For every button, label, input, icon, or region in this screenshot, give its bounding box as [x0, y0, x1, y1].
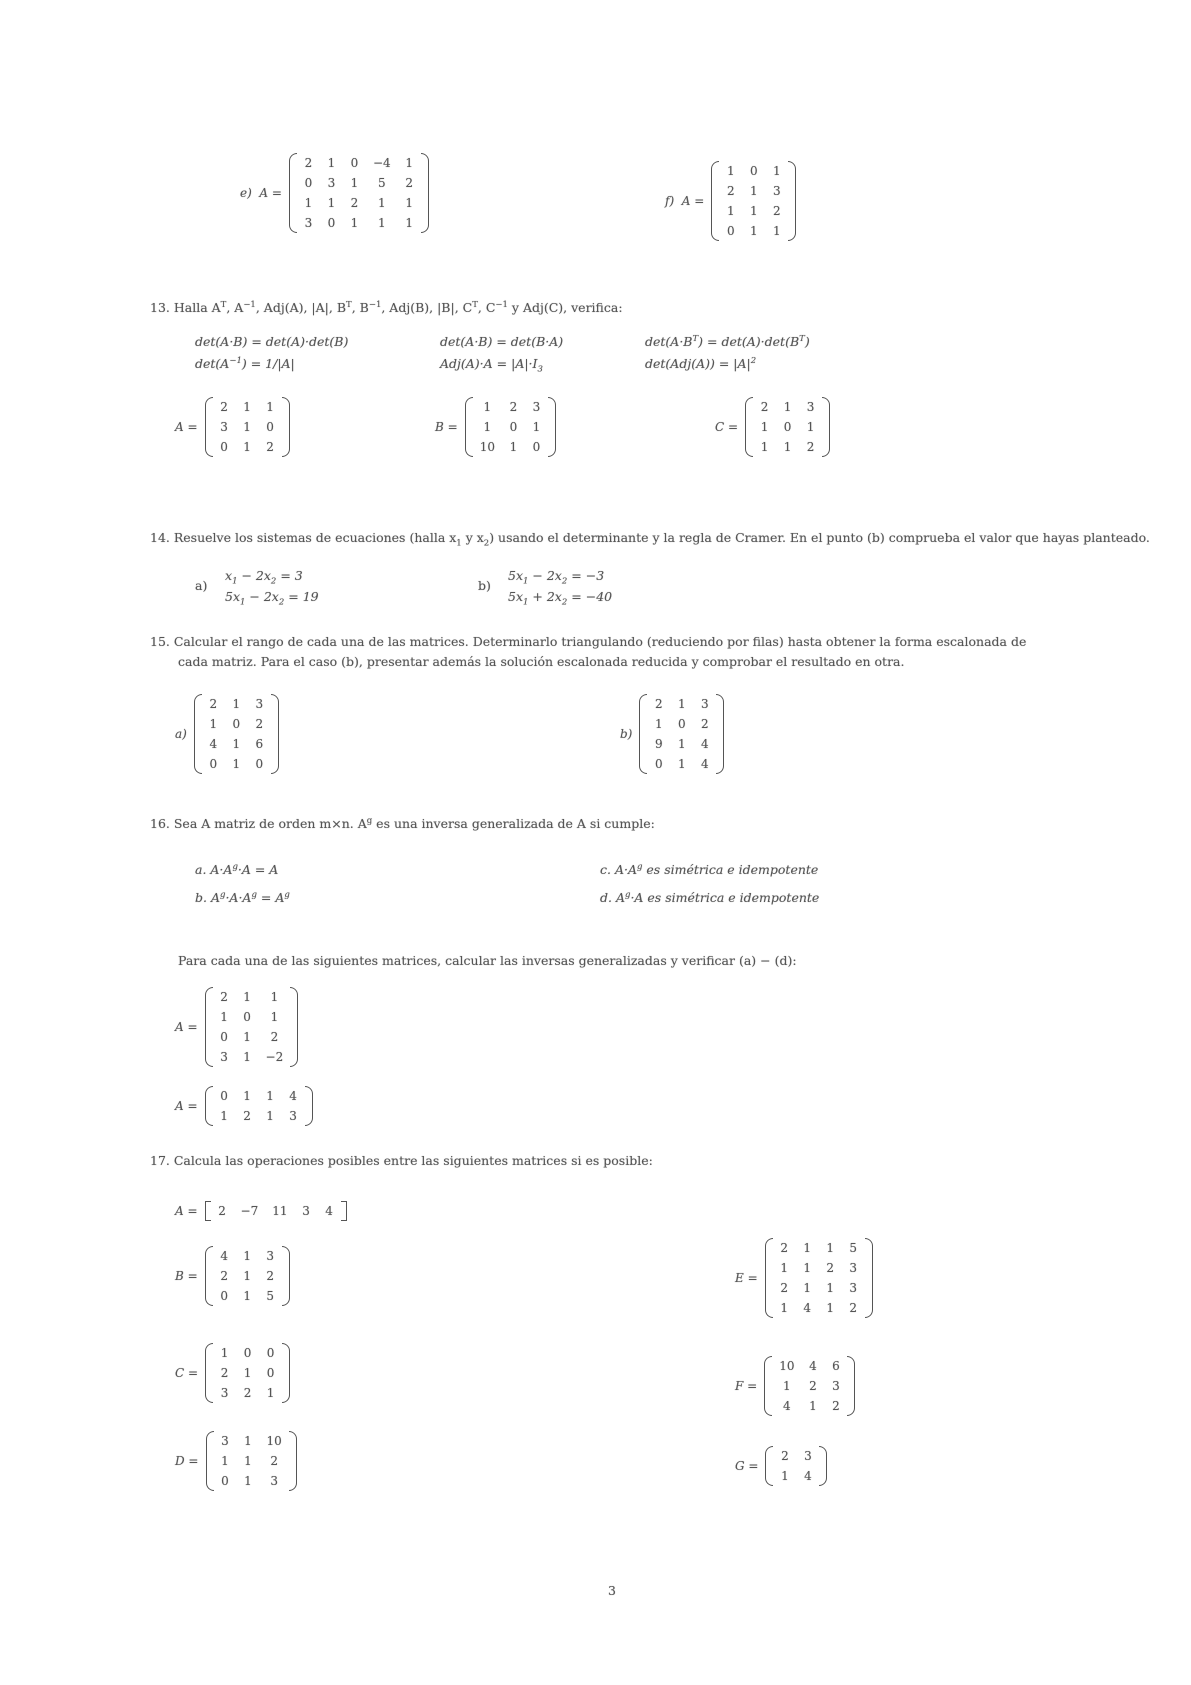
system-a-eq1: $x_1 - 2x_2 = 3$	[225, 568, 303, 587]
matrix-cell: 1	[806, 420, 815, 434]
matrix-cell: 1	[270, 990, 279, 1004]
matrix-cell: 1	[243, 1050, 251, 1064]
matrix-bracket-right-icon	[289, 1431, 297, 1491]
matrix-cell: 2	[266, 1269, 274, 1283]
matrix-cell: 2	[218, 1204, 226, 1218]
matrix-cell: 1	[783, 1379, 791, 1393]
matrix-cell: 3	[221, 1434, 229, 1448]
matrix-cell: 10	[779, 1359, 795, 1373]
matrix-cell: 0	[783, 420, 792, 434]
matrix-13-C-label: C =	[715, 420, 739, 434]
matrix-cell: 1	[405, 216, 413, 230]
matrix-cell: 1	[826, 1241, 834, 1255]
matrix-17-G-label: G =	[735, 1459, 759, 1473]
matrix-cell: 6	[255, 737, 264, 751]
matrix-cell: 0	[221, 1474, 229, 1488]
matrix-cell: 1	[772, 164, 781, 178]
matrix-cell: 2	[760, 400, 769, 414]
matrix-cell: 1	[232, 737, 241, 751]
matrix-cell: 3	[220, 1050, 228, 1064]
matrix-cell: 10	[266, 1434, 282, 1448]
matrix-cell: 2	[780, 1281, 788, 1295]
matrix-cell: 4	[783, 1399, 791, 1413]
matrix-17-A-vector	[175, 1200, 347, 1222]
matrix-12e-label: e) A =	[240, 186, 282, 200]
matrix-15-b	[620, 693, 724, 775]
matrix-cell: 2	[726, 184, 735, 198]
system-b-eq2: $5x_1 + 2x_2 = -40$	[508, 589, 613, 608]
matrix-cell: 2	[255, 717, 264, 731]
matrix-bracket-right-icon	[716, 694, 724, 774]
matrix-cell: 1	[270, 1010, 279, 1024]
system-b-label: b)	[478, 578, 491, 593]
matrix-cell: 1	[678, 757, 686, 771]
matrix-cell: 1	[655, 717, 663, 731]
ginverse-condition-a: a. $A\cdot A^g\cdot A = A$	[195, 862, 279, 878]
matrix-bracket-left-icon	[205, 1343, 213, 1403]
matrix-13-C-entries	[753, 396, 822, 458]
matrix-cell: 2	[806, 440, 815, 454]
matrix-cell: 1	[783, 440, 792, 454]
item-13-heading: 13. Halla $A^T$, $A^{-1}$, Adj(A), |A|, $B^T$, $B^{-1}$, Adj(B), |B|, $C^T$, $C^{-1}$ y Adj(C), verifica:	[150, 300, 623, 316]
matrix-15-b-label: b)	[620, 727, 633, 741]
matrix-cell: 1	[266, 1089, 274, 1103]
matrix-cell: 1	[243, 1289, 251, 1303]
matrix-16-A1-entries	[213, 986, 291, 1068]
matrix-cell: 1	[232, 697, 241, 711]
matrix-bracket-right-icon	[421, 153, 429, 233]
matrix-bracket-right-icon	[282, 1343, 290, 1403]
matrix-15-a	[175, 693, 279, 775]
matrix-cell: 0	[304, 176, 313, 190]
matrix-bracket-left-icon	[765, 1238, 773, 1318]
matrix-cell: 4	[809, 1359, 817, 1373]
matrix-cell: 6	[832, 1359, 840, 1373]
matrix-cell: 1	[266, 1386, 275, 1400]
matrix-cell: 1	[509, 440, 518, 454]
matrix-cell: 0	[255, 757, 264, 771]
matrix-cell: 0	[749, 164, 758, 178]
matrix-cell: 3	[532, 400, 541, 414]
matrix-cell: 1	[327, 196, 336, 210]
matrix-cell: 1	[760, 420, 769, 434]
matrix-17-B-entries	[213, 1245, 282, 1307]
matrix-cell: 0	[220, 1030, 228, 1044]
matrix-cell: 1	[243, 1030, 251, 1044]
matrix-bracket-left-icon	[289, 153, 297, 233]
matrix-cell: 3	[266, 1249, 274, 1263]
matrix-cell: 4	[701, 737, 709, 751]
matrix-cell: 1	[483, 420, 492, 434]
identity-det-inverse: $\det(A^{-1}) = 1/|A|$	[195, 356, 295, 372]
matrix-bracket-right-icon	[819, 1446, 827, 1486]
matrix-16-A2-label: A =	[175, 1099, 198, 1113]
matrix-cell: 1	[266, 400, 274, 414]
matrix-cell: 2	[243, 1109, 251, 1123]
matrix-cell: 4	[803, 1301, 811, 1315]
matrix-bracket-right-icon	[305, 1086, 313, 1126]
matrix-cell: 1	[377, 216, 386, 230]
matrix-17-F	[735, 1355, 855, 1417]
matrix-15-a-label: a)	[175, 727, 187, 741]
matrix-cell: 2	[266, 440, 274, 454]
matrix-cell: 1	[483, 400, 492, 414]
system-a-eq2: $5x_1 - 2x_2 = 19$	[225, 589, 319, 608]
matrix-15-b-entries	[647, 693, 716, 775]
matrix-cell: 2	[780, 1241, 788, 1255]
matrix-cell: 2	[826, 1261, 834, 1275]
matrix-cell: 1	[243, 420, 251, 434]
matrix-cell: 0	[266, 420, 274, 434]
matrix-cell: 5	[849, 1241, 857, 1255]
matrix-cell: 1	[220, 1109, 228, 1123]
matrix-12e	[240, 152, 429, 234]
matrix-cell: 1	[244, 1474, 252, 1488]
matrix-cell: 0	[220, 440, 228, 454]
matrix-cell: 1	[220, 1346, 229, 1360]
matrix-16-A2-entries	[213, 1085, 305, 1127]
matrix-cell: −7	[240, 1204, 259, 1218]
identity-det-adjoint: $\det(Adj(A)) = |A|^2$	[645, 356, 757, 372]
matrix-12e-entries	[297, 152, 421, 234]
matrix-cell: 1	[826, 1301, 834, 1315]
matrix-cell: 5	[266, 1289, 274, 1303]
matrix-17-B	[175, 1245, 290, 1307]
item-15-line2: cada matriz. Para el caso (b), presentar además la solución escalonada reducida y comprobar el resultado en otra.	[178, 654, 905, 669]
matrix-cell: 3	[849, 1281, 857, 1295]
matrix-bracket-left-icon	[711, 161, 719, 241]
item-16-heading: 16. Sea A matriz de orden m×n. $A^g$ es una inversa generalizada de A si cumple:	[150, 816, 655, 832]
matrix-bracket-left-icon	[205, 1086, 213, 1126]
matrix-17-C	[175, 1342, 290, 1404]
matrix-cell: 3	[220, 1386, 229, 1400]
identity-det-product: det(A·B) = det(A)·det(B)	[195, 334, 349, 349]
matrix-cell: 1	[803, 1281, 811, 1295]
item-14-heading: 14. Resuelve los sistemas de ecuaciones (halla $x_1$ y $x_2$) usando el determinante y la regla de Cramer. En el punto (b) comprueba el valor que hayas planteado.	[150, 530, 1150, 549]
matrix-13-A-label: A =	[175, 420, 198, 434]
matrix-cell: 1	[232, 757, 241, 771]
matrix-cell: 1	[760, 440, 769, 454]
matrix-cell: 3	[804, 1449, 812, 1463]
matrix-17-C-entries	[213, 1342, 282, 1404]
matrix-cell: 1	[781, 1469, 789, 1483]
matrix-cell: 1	[826, 1281, 834, 1295]
ginverse-condition-c: c. $A\cdot A^g$ es simétrica e idempotente	[600, 862, 819, 878]
matrix-cell: 4	[804, 1469, 812, 1483]
matrix-cell: 2	[220, 1269, 228, 1283]
matrix-cell: 1	[377, 196, 386, 210]
matrix-cell: 1	[244, 1434, 252, 1448]
matrix-bracket-left-icon	[465, 397, 473, 457]
matrix-cell: 1	[678, 737, 686, 751]
matrix-cell: 1	[350, 176, 359, 190]
matrix-cell: 1	[327, 156, 336, 170]
matrix-cell: 1	[243, 1089, 251, 1103]
matrix-cell: 1	[749, 204, 758, 218]
matrix-17-E	[735, 1237, 873, 1319]
matrix-15-a-entries	[202, 693, 271, 775]
matrix-17-G	[735, 1445, 827, 1487]
matrix-cell: 0	[232, 717, 241, 731]
matrix-cell: 4	[209, 737, 218, 751]
matrix-cell: 1	[243, 440, 251, 454]
matrix-cell: 1	[220, 1010, 228, 1024]
matrix-cell: 2	[809, 1379, 817, 1393]
matrix-cell: 1	[780, 1301, 788, 1315]
matrix-bracket-right-icon	[822, 397, 830, 457]
matrix-cell: 3	[849, 1261, 857, 1275]
matrix-cell: 9	[655, 737, 663, 751]
matrix-cell: 1	[244, 1454, 252, 1468]
matrix-cell: 0	[209, 757, 218, 771]
matrix-cell: 1	[266, 1109, 274, 1123]
matrix-cell: 3	[220, 420, 228, 434]
matrix-cell: 4	[701, 757, 709, 771]
matrix-cell: −2	[265, 1050, 284, 1064]
matrix-cell: 0	[266, 1366, 275, 1380]
matrix-cell: 0	[243, 1346, 252, 1360]
matrix-cell: 0	[532, 440, 541, 454]
matrix-cell: 1	[405, 156, 413, 170]
matrix-bracket-right-icon	[271, 694, 279, 774]
matrix-cell: 1	[678, 697, 686, 711]
matrix-bracket-left-icon	[745, 397, 753, 457]
matrix-12f-label: f) A =	[665, 194, 705, 208]
matrix-cell: 3	[255, 697, 264, 711]
matrix-cell: 2	[849, 1301, 857, 1315]
matrix-bracket-right-icon	[865, 1238, 873, 1318]
matrix-cell: 2	[832, 1399, 840, 1413]
matrix-13-B	[435, 396, 556, 458]
matrix-cell: 1	[780, 1261, 788, 1275]
matrix-cell: 1	[243, 1249, 251, 1263]
matrix-cell: 1	[350, 216, 359, 230]
matrix-16-A1	[175, 986, 298, 1068]
matrix-cell: 0	[655, 757, 663, 771]
matrix-cell: 3	[832, 1379, 840, 1393]
matrix-cell: 3	[806, 400, 815, 414]
matrix-17-E-entries	[773, 1237, 865, 1319]
matrix-cell: 3	[270, 1474, 278, 1488]
matrix-bracket-left-icon	[764, 1356, 772, 1416]
matrix-cell: 0	[220, 1089, 228, 1103]
matrix-cell: 2	[350, 196, 359, 210]
matrix-bracket-right-icon	[282, 397, 290, 457]
matrix-cell: 3	[701, 697, 709, 711]
matrix-bracket-right-icon	[847, 1356, 855, 1416]
matrix-cell: 2	[220, 1366, 229, 1380]
matrix-cell: 2	[243, 1386, 252, 1400]
matrix-cell: 2	[220, 990, 228, 1004]
system-a-label: a)	[195, 578, 208, 593]
matrix-17-A-vector-entries	[211, 1200, 341, 1222]
matrix-cell: 2	[220, 400, 228, 414]
matrix-cell: 1	[803, 1241, 811, 1255]
matrix-bracket-right-icon	[341, 1201, 347, 1221]
matrix-cell: 1	[243, 400, 251, 414]
matrix-12f-entries	[719, 160, 788, 242]
matrix-cell: 3	[772, 184, 781, 198]
matrix-cell: 1	[772, 224, 781, 238]
matrix-bracket-left-icon	[205, 1246, 213, 1306]
matrix-bracket-left-icon	[194, 694, 202, 774]
identity-adjoint: $Adj(A)\cdot A = |A|\cdot I_3$	[440, 356, 543, 375]
item-17-heading: 17. Calcula las operaciones posibles entre las siguientes matrices si es posible:	[150, 1153, 653, 1168]
matrix-cell: 2	[701, 717, 709, 731]
matrix-bracket-left-icon	[206, 1431, 214, 1491]
matrix-cell: 0	[266, 1346, 275, 1360]
matrix-cell: 0	[509, 420, 518, 434]
matrix-17-C-label: C =	[175, 1366, 199, 1380]
ginverse-condition-b: b. $A^g\cdot A\cdot A^g = A^g$	[195, 890, 290, 906]
matrix-cell: 3	[289, 1109, 297, 1123]
matrix-16-A2	[175, 1085, 313, 1127]
matrix-cell: 0	[350, 156, 359, 170]
matrix-17-A-vector-label: A =	[175, 1204, 198, 1218]
matrix-bracket-right-icon	[282, 1246, 290, 1306]
matrix-cell: 1	[304, 196, 313, 210]
matrix-cell: 1	[209, 717, 218, 731]
matrix-bracket-right-icon	[788, 161, 796, 241]
matrix-cell: 11	[272, 1204, 288, 1218]
item-16-paragraph: Para cada una de las siguientes matrices, calcular las inversas generalizadas y verificar (a) − (d):	[178, 953, 797, 968]
matrix-cell: 2	[270, 1454, 278, 1468]
matrix-bracket-left-icon	[639, 694, 647, 774]
matrix-cell: 3	[302, 1204, 310, 1218]
matrix-cell: 0	[243, 1010, 251, 1024]
matrix-cell: 2	[209, 697, 218, 711]
matrix-bracket-left-icon	[205, 397, 213, 457]
matrix-13-C	[715, 396, 830, 458]
matrix-cell: 2	[405, 176, 413, 190]
system-b-eq1: $5x_1 - 2x_2 = -3$	[508, 568, 605, 587]
matrix-cell: 3	[327, 176, 336, 190]
matrix-cell: 2	[655, 697, 663, 711]
matrix-17-B-label: B =	[175, 1269, 198, 1283]
matrix-cell: 2	[781, 1449, 789, 1463]
matrix-17-D-entries	[214, 1430, 289, 1492]
matrix-cell: 4	[220, 1249, 228, 1263]
matrix-17-F-label: F =	[735, 1379, 758, 1393]
matrix-bracket-right-icon	[548, 397, 556, 457]
matrix-cell: 1	[749, 184, 758, 198]
matrix-cell: 0	[726, 224, 735, 238]
matrix-cell: 1	[749, 224, 758, 238]
matrix-cell: 2	[304, 156, 313, 170]
page-number: 3	[608, 1583, 616, 1598]
matrix-cell: 0	[220, 1289, 228, 1303]
identity-det-transpose: $\det(A\cdot B^T) = \det(A)\cdot\det(B^T)$	[645, 334, 810, 350]
matrix-cell: 1	[243, 1366, 252, 1380]
matrix-17-D	[175, 1430, 297, 1492]
matrix-cell: 1	[221, 1454, 229, 1468]
matrix-cell: 5	[377, 176, 386, 190]
ginverse-condition-d: d. $A^g\cdot A$ es simétrica e idempotente	[600, 890, 820, 906]
matrix-cell: 3	[304, 216, 313, 230]
matrix-cell: 4	[325, 1204, 333, 1218]
matrix-bracket-left-icon	[765, 1446, 773, 1486]
matrix-cell: 1	[243, 990, 251, 1004]
matrix-cell: 1	[243, 1269, 251, 1283]
matrix-13-B-entries	[473, 396, 548, 458]
matrix-16-A1-label: A =	[175, 1020, 198, 1034]
matrix-cell: 4	[289, 1089, 297, 1103]
matrix-12f	[665, 160, 796, 242]
matrix-bracket-left-icon	[205, 987, 213, 1067]
matrix-cell: 1	[809, 1399, 817, 1413]
matrix-cell: 0	[327, 216, 336, 230]
matrix-cell: −4	[372, 156, 391, 170]
matrix-17-G-entries	[773, 1445, 819, 1487]
matrix-13-A	[175, 396, 290, 458]
matrix-cell: 2	[772, 204, 781, 218]
matrix-13-A-entries	[213, 396, 282, 458]
matrix-cell: 1	[532, 420, 541, 434]
matrix-cell: 2	[509, 400, 518, 414]
matrix-cell: 1	[726, 204, 735, 218]
matrix-cell: 1	[405, 196, 413, 210]
matrix-bracket-right-icon	[290, 987, 298, 1067]
matrix-13-B-label: B =	[435, 420, 458, 434]
matrix-cell: 0	[678, 717, 686, 731]
matrix-cell: 1	[783, 400, 792, 414]
matrix-cell: 10	[479, 440, 495, 454]
matrix-17-F-entries	[772, 1355, 847, 1417]
matrix-17-D-label: D =	[175, 1454, 199, 1468]
identity-det-commute: det(A·B) = det(B·A)	[440, 334, 564, 349]
item-15-line1: 15. Calcular el rango de cada una de las matrices. Determinarlo triangulando (reduciendo por filas) hasta obtener la forma escalonada de	[150, 634, 1027, 649]
matrix-17-E-label: E =	[735, 1271, 758, 1285]
matrix-cell: 1	[726, 164, 735, 178]
matrix-cell: 2	[270, 1030, 279, 1044]
matrix-cell: 1	[803, 1261, 811, 1275]
